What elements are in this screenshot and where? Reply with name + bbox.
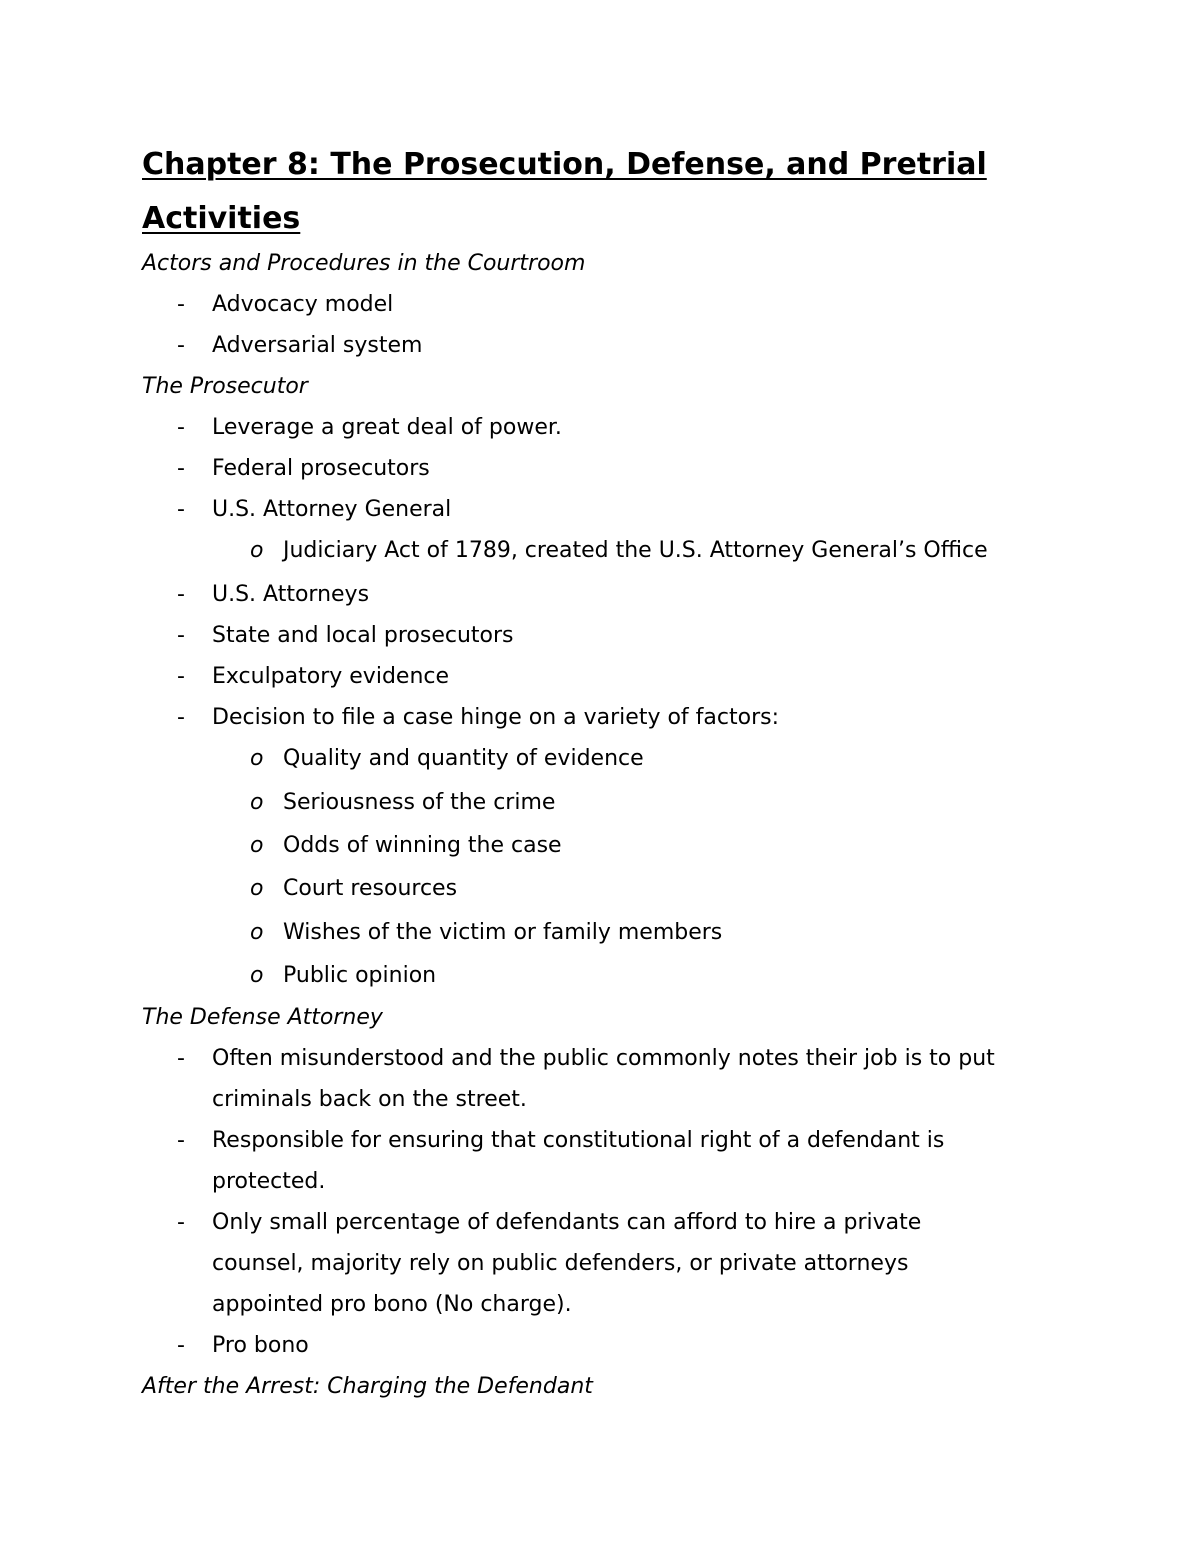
sub-bullet-marker: o	[250, 538, 264, 563]
list-item-line: criminals back on the street.	[212, 1087, 527, 1112]
list-item: Leverage a great deal of power.	[212, 415, 562, 440]
list-item: U.S. Attorney General	[212, 497, 452, 522]
list-item: State and local prosecutors	[212, 623, 514, 648]
bullet-marker: -	[177, 292, 185, 317]
bullet-marker: -	[177, 415, 185, 440]
list-item: Adversarial system	[212, 333, 423, 358]
sub-list-item: Public opinion	[283, 963, 437, 988]
sub-list-item: Wishes of the victim or family members	[283, 920, 723, 945]
sub-list-item: Odds of winning the case	[283, 833, 562, 858]
list-item: Exculpatory evidence	[212, 664, 450, 689]
section-heading-after-arrest: After the Arrest: Charging the Defendant	[142, 1374, 593, 1399]
list-item-line: Responsible for ensuring that constitutional right of a defendant is	[212, 1128, 945, 1153]
sub-list-item: Quality and quantity of evidence	[283, 746, 644, 771]
list-item-line: protected.	[212, 1169, 326, 1194]
bullet-marker: -	[177, 497, 185, 522]
list-item: Advocacy model	[212, 292, 394, 317]
bullet-marker: -	[177, 705, 185, 730]
bullet-marker: -	[177, 623, 185, 648]
sub-bullet-marker: o	[250, 790, 264, 815]
sub-list-item: Court resources	[283, 876, 458, 901]
sub-bullet-marker: o	[250, 963, 264, 988]
list-item-line: Often misunderstood and the public commonly notes their job is to put	[212, 1046, 995, 1071]
list-item: Decision to file a case hinge on a variety of factors:	[212, 705, 779, 730]
list-item-line: Only small percentage of defendants can afford to hire a private	[212, 1210, 922, 1235]
sub-list-item: Seriousness of the crime	[283, 790, 556, 815]
section-heading-defense-attorney: The Defense Attorney	[142, 1005, 383, 1030]
sub-bullet-marker: o	[250, 746, 264, 771]
bullet-marker: -	[177, 1210, 185, 1235]
list-item: U.S. Attorneys	[212, 582, 370, 607]
bullet-marker: -	[177, 1046, 185, 1071]
sub-bullet-marker: o	[250, 920, 264, 945]
list-item-line: counsel, majority rely on public defenders, or private attorneys	[212, 1251, 909, 1276]
sub-bullet-marker: o	[250, 876, 264, 901]
bullet-marker: -	[177, 456, 185, 481]
document-title: Chapter 8: The Prosecution, Defense, and Pretrial Activities	[142, 147, 987, 236]
sub-bullet-marker: o	[250, 833, 264, 858]
bullet-marker: -	[177, 664, 185, 689]
bullet-marker: -	[177, 1333, 185, 1358]
bullet-marker: -	[177, 582, 185, 607]
sub-list-item: Judiciary Act of 1789, created the U.S. Attorney General’s Office	[283, 538, 988, 563]
bullet-marker: -	[177, 1128, 185, 1153]
section-heading-courtroom: Actors and Procedures in the Courtroom	[142, 251, 586, 276]
list-item-line: appointed pro bono (No charge).	[212, 1292, 572, 1317]
list-item-line: Pro bono	[212, 1333, 309, 1358]
section-heading-prosecutor: The Prosecutor	[142, 374, 308, 399]
bullet-marker: -	[177, 333, 185, 358]
list-item: Federal prosecutors	[212, 456, 430, 481]
